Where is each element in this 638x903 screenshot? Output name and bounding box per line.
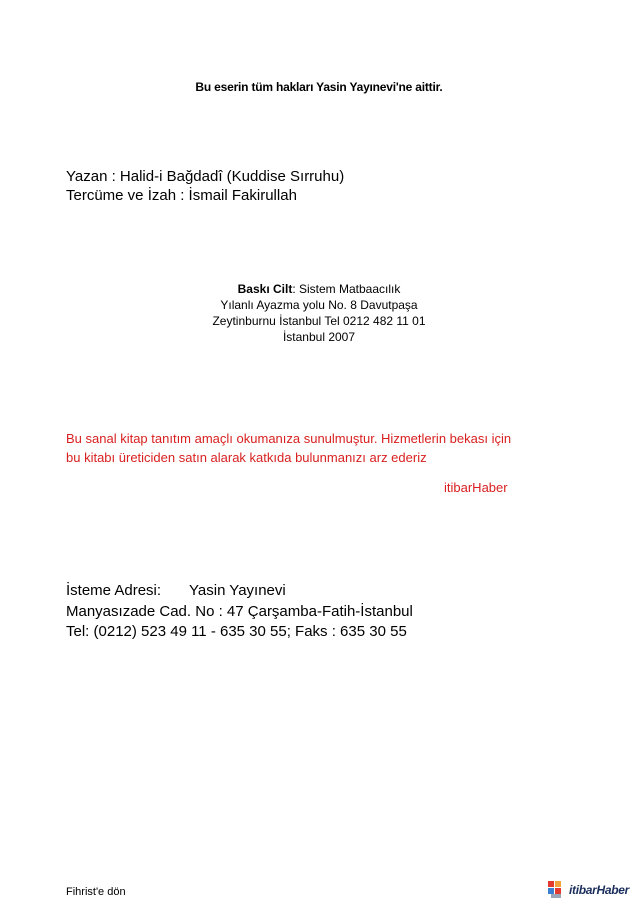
back-to-index-link[interactable]: Fihrist'e dön — [66, 886, 126, 898]
printer-address-1: Yılanlı Ayazma yolu No. 8 Davutpaşa — [220, 298, 418, 312]
copyright-notice: Bu eserin tüm hakları Yasin Yayınevi'ne aittir. — [195, 80, 443, 94]
publisher-address: Manyasızade Cad. No : 47 Çarşamba-Fatih-İstanbul — [66, 603, 413, 620]
publisher-phones: Tel: (0212) 523 49 11 - 635 30 55; Faks : 635 30 55 — [66, 623, 407, 640]
brand-signature: itibarHaber — [444, 480, 508, 495]
printer-city-year: İstanbul 2007 — [282, 330, 356, 344]
printer-address-2: Zeytinburnu İstanbul Tel 0212 482 11 01 — [212, 314, 426, 328]
logo-wordmark: itibarHaber — [569, 883, 630, 897]
itibarhaber-logo[interactable] — [548, 878, 632, 902]
notice-line-2: bu kitabı üreticiden satın alarak katkıda bulunmanızı arz ederiz — [66, 450, 427, 465]
publisher-name: Yasin Yayınevi — [189, 582, 286, 599]
printer-name: : Sistem Matbaacılık — [292, 282, 401, 296]
author-line: Yazan : Halid-i Bağdadî (Kuddise Sırruhu) — [66, 168, 345, 185]
printer-info — [0, 281, 638, 345]
online-book-notice — [66, 429, 511, 467]
translator-line: Tercüme ve İzah : İsmail Fakirullah — [66, 187, 297, 204]
printer-label: Baskı Cilt — [237, 282, 293, 296]
notice-line-1: Bu sanal kitap tanıtım amaçlı okumanıza sunulmuştur. Hizmetlerin bekası için — [66, 431, 512, 446]
order-label: İsteme Adresi: — [66, 582, 162, 599]
printer-name-line — [0, 281, 638, 297]
logo-mark-icon — [548, 881, 566, 899]
order-address-line — [66, 581, 286, 601]
